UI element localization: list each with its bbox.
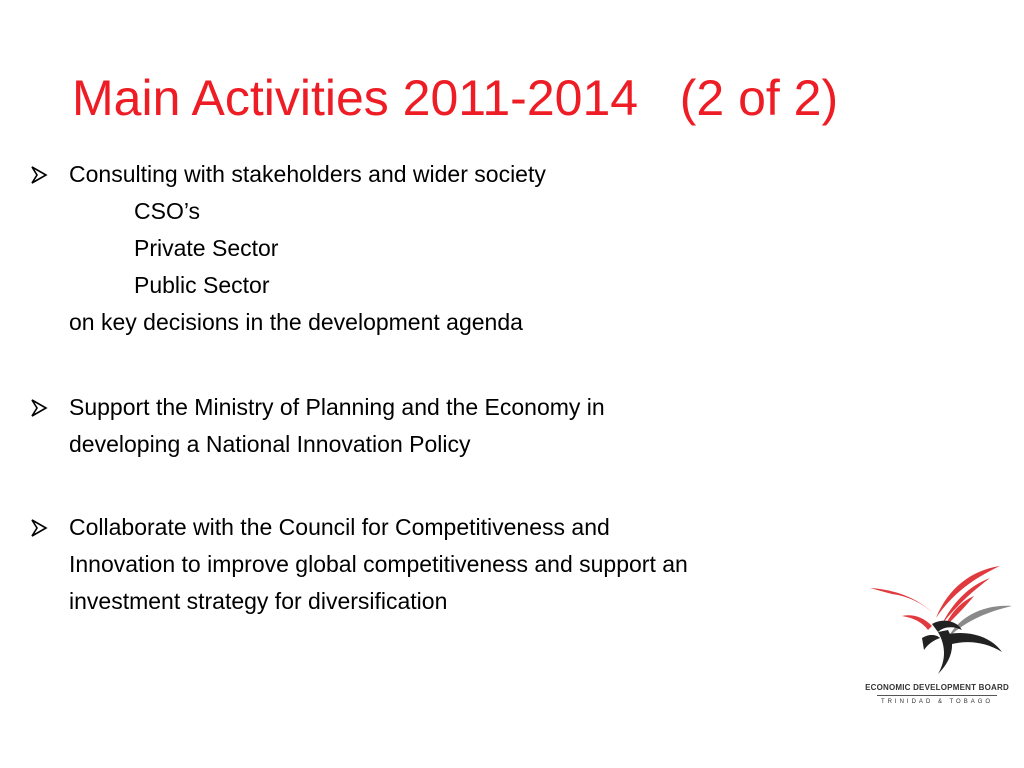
bullet-text — [69, 389, 605, 463]
sub-item: CSO’s — [134, 198, 201, 224]
bullet-line: Support the Ministry of Planning and the Economy in — [69, 394, 605, 420]
hummingbird-logo-icon — [862, 560, 1012, 690]
logo-country-text: TRINIDAD & TOBAGO — [880, 699, 994, 705]
bullet-line: Collaborate with the Council for Competitiveness and — [69, 514, 610, 540]
logo-caption — [862, 683, 1012, 707]
bullet-line: developing a National Innovation Policy — [69, 431, 471, 457]
bullet-line: investment strategy for diversification — [69, 588, 448, 614]
logo-divider — [877, 695, 997, 696]
bullet-text — [69, 156, 546, 341]
sub-item: Public Sector — [134, 272, 270, 298]
arrowhead-bullet-icon — [30, 156, 54, 193]
bullet-line: on key decisions in the development agenda — [69, 309, 523, 335]
logo-name-text: ECONOMIC DEVELOPMENT BOARD — [865, 683, 1009, 692]
bullet-line: Consulting with stakeholders and wider society — [69, 161, 546, 187]
bullet-line: Innovation to improve global competitiveness and support an — [69, 551, 688, 577]
slide-title: Main Activities 2011-2014 (2 of 2) — [72, 70, 839, 126]
arrowhead-bullet-icon — [30, 389, 54, 426]
sub-item: Private Sector — [134, 235, 279, 261]
arrowhead-bullet-icon — [30, 509, 54, 546]
bullet-text — [69, 509, 688, 620]
